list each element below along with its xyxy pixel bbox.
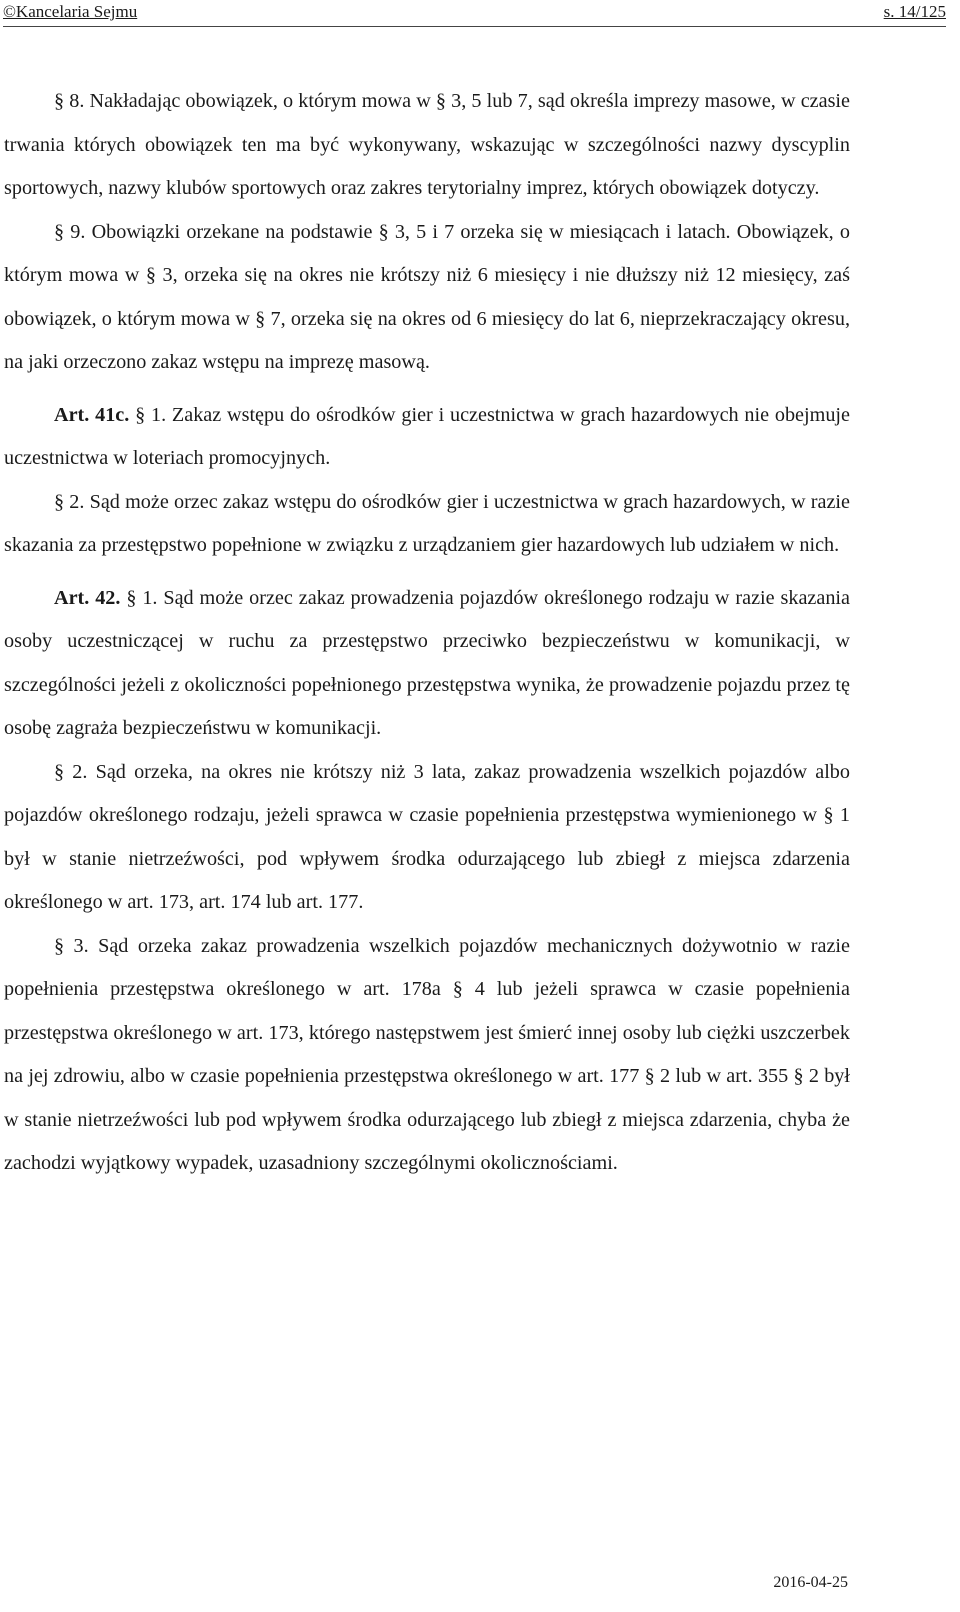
page-header bbox=[0, 0, 960, 28]
paragraph-text: § 2. Sąd może orzec zakaz wstępu do ośrodków gier i uczestnictwa w grach hazardowych, w razie skazania za przestępstwo popełnione w związku z urządzaniem gier hazardowych lub udziałem w nich. bbox=[4, 490, 850, 556]
copyright-link[interactable]: ©Kancelaria Sejmu bbox=[3, 2, 138, 21]
paragraph-text: § 2. Sąd orzeka, na okres nie krótszy niż 3 lata, zakaz prowadzenia wszelkich pojazdów albo pojazdów określonego rodzaju, jeżeli sprawca w czasie popełnienia przestępstwa wymienionego w § 1 był w stanie nietrzeźwości, pod wpływem środka odurzającego lub zbiegł z miejsca zdarzenia określonego w art. 173, art. 174 lub art. 177. bbox=[4, 760, 850, 913]
document-body bbox=[4, 80, 850, 1186]
paragraph-text: § 9. Obowiązki orzekane na podstawie § 3, 5 i 7 orzeka się w miesiącach i latach. Obowiązek, o którym mowa w § 3, orzeka się na okres nie krótszy niż 6 miesięcy i nie dłuższy niż 12 miesięcy, zaś obowiązek, o którym mowa w § 7, orzeka się na okres od 6 miesięcy do lat 6, nieprzekraczający okresu, na jaki orzeczono zakaz wstępu na imprezę masową. bbox=[4, 220, 850, 373]
header-rule bbox=[3, 26, 946, 27]
paragraph-text: § 1. Zakaz wstępu do ośrodków gier i uczestnictwa w grach hazardowych nie obejmuje uczestnictwa w loteriach promocyjnych. bbox=[4, 403, 850, 469]
paragraph-text: § 8. Nakładając obowiązek, o którym mowa w § 3, 5 lub 7, sąd określa imprezy masowe, w czasie trwania których obowiązek ten ma być wykonywany, wskazując w szczególności nazwy dyscyplin sportowych, nazwy klubów sportowych oraz zakres terytorialny imprez, których obowiązek dotyczy. bbox=[4, 90, 850, 199]
article-number: Art. 41c. bbox=[54, 403, 130, 426]
paragraph-8 bbox=[4, 80, 850, 211]
footer-date: 2016-04-25 bbox=[773, 1574, 848, 1591]
article-41c-paragraph-1 bbox=[4, 394, 850, 481]
article-42-paragraph-1 bbox=[4, 577, 850, 751]
article-42-paragraph-2 bbox=[4, 751, 850, 925]
paragraph-text: § 3. Sąd orzeka zakaz prowadzenia wszelkich pojazdów mechanicznych dożywotnio w razie popełnienia przestępstwa określonego w art. 178a § 4 lub jeżeli sprawca w czasie popełnienia przestępstwa określonego w art. 173, którego następstwem jest śmierć innej osoby lub ciężki uszczerbek na jej zdrowiu, albo w czasie popełnienia przestępstwa określonego w art. 177 § 2 lub w art. 355 § 2 był w stanie nietrzeźwości lub pod wpływem środka odurzającego lub zbiegł z miejsca zdarzenia, chyba że zachodzi wyjątkowy wypadek, uzasadniony szczególnymi okolicznościami. bbox=[4, 934, 850, 1174]
article-number: Art. 42. bbox=[54, 586, 121, 609]
article-41c-paragraph-2 bbox=[4, 481, 850, 568]
paragraph-9 bbox=[4, 211, 850, 385]
paragraph-text: § 1. Sąd może orzec zakaz prowadzenia pojazdów określonego rodzaju w razie skazania osoby uczestniczącej w ruchu za przestępstwo przeciwko bezpieczeństwu w komunikacji, w szczególności jeżeli z okoliczności popełnionego przestępstwa wynika, że prowadzenie pojazdu przez tę osobę zagraża bezpieczeństwu w komunikacji. bbox=[4, 586, 851, 739]
article-42-paragraph-3 bbox=[4, 925, 850, 1186]
page-number-link[interactable]: s. 14/125 bbox=[883, 2, 946, 21]
